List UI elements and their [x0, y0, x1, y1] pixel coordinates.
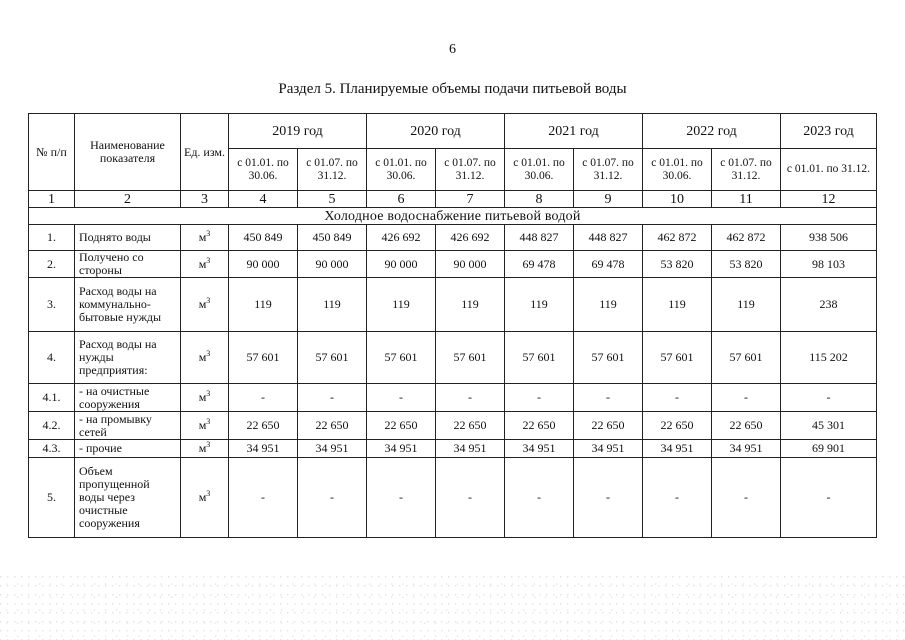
- value-cell: 119: [574, 278, 643, 332]
- value-cell: 34 951: [298, 440, 367, 458]
- header-period: с 01.01. по 30.06.: [229, 149, 298, 191]
- row-name: - прочие: [75, 440, 181, 458]
- row-unit: [181, 384, 229, 412]
- header-period: с 01.01. по 30.06.: [367, 149, 436, 191]
- column-number: 1: [29, 191, 75, 208]
- table-row: [29, 251, 877, 278]
- scan-noise: [0, 575, 905, 640]
- value-cell: 115 202: [781, 332, 877, 384]
- row-name: - на очистные сооружения: [75, 384, 181, 412]
- value-cell: -: [505, 458, 574, 538]
- value-cell: 57 601: [229, 332, 298, 384]
- value-cell: 938 506: [781, 225, 877, 251]
- row-name: Получено со стороны: [75, 251, 181, 278]
- value-cell: -: [436, 384, 505, 412]
- value-cell: 450 849: [298, 225, 367, 251]
- row-unit: [181, 225, 229, 251]
- value-cell: 34 951: [367, 440, 436, 458]
- value-cell: 22 650: [712, 412, 781, 440]
- column-number: 11: [712, 191, 781, 208]
- column-number: 6: [367, 191, 436, 208]
- header-year-2023: 2023 год: [781, 114, 877, 149]
- table-row: [29, 412, 877, 440]
- unit-superscript: 3: [206, 489, 211, 498]
- row-number: 4.1.: [29, 384, 75, 412]
- value-cell: 57 601: [712, 332, 781, 384]
- column-numbers-row: [29, 191, 877, 208]
- header-period: с 01.07. по 31.12.: [298, 149, 367, 191]
- row-unit: [181, 251, 229, 278]
- value-cell: -: [574, 384, 643, 412]
- header-year-2020: 2020 год: [367, 114, 505, 149]
- value-cell: 57 601: [298, 332, 367, 384]
- column-number: 2: [75, 191, 181, 208]
- header-years-row: [29, 114, 877, 149]
- unit-superscript: 3: [206, 440, 211, 449]
- value-cell: 119: [436, 278, 505, 332]
- unit-text: м: [198, 418, 207, 432]
- value-cell: 22 650: [367, 412, 436, 440]
- value-cell: -: [781, 384, 877, 412]
- value-cell: -: [367, 458, 436, 538]
- value-cell: 119: [505, 278, 574, 332]
- value-cell: -: [574, 458, 643, 538]
- value-cell: 90 000: [229, 251, 298, 278]
- header-period: с 01.01. по 31.12.: [781, 149, 877, 191]
- value-cell: 34 951: [643, 440, 712, 458]
- row-name: Расход воды на нужды предприятия:: [75, 332, 181, 384]
- value-cell: 69 478: [505, 251, 574, 278]
- value-cell: 22 650: [229, 412, 298, 440]
- value-cell: -: [229, 458, 298, 538]
- row-number: 4.3.: [29, 440, 75, 458]
- header-year-2019: 2019 год: [229, 114, 367, 149]
- row-unit: [181, 332, 229, 384]
- table-row: [29, 278, 877, 332]
- header-name: Наименование показателя: [75, 114, 181, 191]
- row-number: 3.: [29, 278, 75, 332]
- value-cell: 34 951: [229, 440, 298, 458]
- value-cell: 90 000: [298, 251, 367, 278]
- unit-superscript: 3: [206, 229, 211, 238]
- header-period: с 01.01. по 30.06.: [643, 149, 712, 191]
- value-cell: 119: [298, 278, 367, 332]
- value-cell: 448 827: [574, 225, 643, 251]
- column-number: 9: [574, 191, 643, 208]
- value-cell: 57 601: [574, 332, 643, 384]
- column-number: 10: [643, 191, 712, 208]
- row-name: - на промывку сетей: [75, 412, 181, 440]
- column-number: 4: [229, 191, 298, 208]
- row-number: 1.: [29, 225, 75, 251]
- value-cell: -: [712, 384, 781, 412]
- value-cell: 462 872: [712, 225, 781, 251]
- value-cell: 90 000: [436, 251, 505, 278]
- value-cell: 119: [643, 278, 712, 332]
- value-cell: 69 901: [781, 440, 877, 458]
- header-period: с 01.07. по 31.12.: [574, 149, 643, 191]
- unit-superscript: 3: [206, 296, 211, 305]
- header-year-2021: 2021 год: [505, 114, 643, 149]
- unit-text: м: [198, 390, 207, 404]
- row-number: 5.: [29, 458, 75, 538]
- value-cell: -: [229, 384, 298, 412]
- unit-text: м: [198, 350, 207, 364]
- value-cell: 119: [367, 278, 436, 332]
- row-name: Поднято воды: [75, 225, 181, 251]
- column-number: 12: [781, 191, 877, 208]
- row-number: 4.2.: [29, 412, 75, 440]
- unit-text: м: [198, 256, 207, 271]
- value-cell: 22 650: [298, 412, 367, 440]
- unit-superscript: 3: [206, 255, 211, 265]
- value-cell: -: [298, 458, 367, 538]
- header-num: № п/п: [29, 114, 75, 191]
- header-period: с 01.01. по 30.06.: [505, 149, 574, 191]
- value-cell: 119: [229, 278, 298, 332]
- value-cell: 119: [712, 278, 781, 332]
- row-unit: [181, 458, 229, 538]
- value-cell: -: [781, 458, 877, 538]
- header-period: с 01.07. по 31.12.: [436, 149, 505, 191]
- section-title: Раздел 5. Планируемые объемы подачи питьевой воды: [278, 81, 627, 97]
- page-number: 6: [449, 42, 456, 57]
- value-cell: 90 000: [367, 251, 436, 278]
- row-number: 4.: [29, 332, 75, 384]
- table-row: [29, 458, 877, 538]
- value-cell: 98 103: [781, 251, 877, 278]
- value-cell: -: [367, 384, 436, 412]
- row-unit: [181, 412, 229, 440]
- table-row: [29, 332, 877, 384]
- value-cell: 53 820: [712, 251, 781, 278]
- unit-text: м: [198, 490, 207, 504]
- value-cell: -: [643, 458, 712, 538]
- header-unit: Ед. изм.: [181, 114, 229, 191]
- value-cell: -: [505, 384, 574, 412]
- value-cell: -: [436, 458, 505, 538]
- value-cell: 53 820: [643, 251, 712, 278]
- value-cell: 57 601: [505, 332, 574, 384]
- table-row: [29, 440, 877, 458]
- value-cell: 22 650: [643, 412, 712, 440]
- column-number: 5: [298, 191, 367, 208]
- row-name: Объем пропущенной воды через очистные сооружения: [75, 458, 181, 538]
- column-number: 7: [436, 191, 505, 208]
- value-cell: -: [298, 384, 367, 412]
- unit-superscript: 3: [206, 417, 211, 426]
- value-cell: 450 849: [229, 225, 298, 251]
- water-supply-table: [28, 113, 877, 538]
- value-cell: 448 827: [505, 225, 574, 251]
- column-number: 3: [181, 191, 229, 208]
- unit-text: м: [198, 230, 207, 244]
- unit-text: м: [198, 441, 207, 455]
- value-cell: 57 601: [367, 332, 436, 384]
- header-year-2022: 2022 год: [643, 114, 781, 149]
- value-cell: 69 478: [574, 251, 643, 278]
- header-period: с 01.07. по 31.12.: [712, 149, 781, 191]
- row-name: Расход воды на коммунально-бытовые нужды: [75, 278, 181, 332]
- section-row: [29, 208, 877, 225]
- value-cell: 22 650: [436, 412, 505, 440]
- column-number: 8: [505, 191, 574, 208]
- row-unit: [181, 278, 229, 332]
- value-cell: 45 301: [781, 412, 877, 440]
- table-row: [29, 225, 877, 251]
- value-cell: 426 692: [436, 225, 505, 251]
- value-cell: 238: [781, 278, 877, 332]
- value-cell: -: [712, 458, 781, 538]
- unit-superscript: 3: [206, 389, 211, 398]
- value-cell: -: [643, 384, 712, 412]
- value-cell: 426 692: [367, 225, 436, 251]
- value-cell: 22 650: [505, 412, 574, 440]
- row-number: 2.: [29, 251, 75, 278]
- unit-superscript: 3: [206, 349, 211, 358]
- value-cell: 57 601: [643, 332, 712, 384]
- value-cell: 34 951: [712, 440, 781, 458]
- table-row: [29, 384, 877, 412]
- value-cell: 34 951: [505, 440, 574, 458]
- value-cell: 34 951: [574, 440, 643, 458]
- unit-text: м: [198, 297, 207, 311]
- row-unit: [181, 440, 229, 458]
- value-cell: 22 650: [574, 412, 643, 440]
- section-label: Холодное водоснабжение питьевой водой: [29, 208, 877, 225]
- value-cell: 462 872: [643, 225, 712, 251]
- value-cell: 57 601: [436, 332, 505, 384]
- value-cell: 34 951: [436, 440, 505, 458]
